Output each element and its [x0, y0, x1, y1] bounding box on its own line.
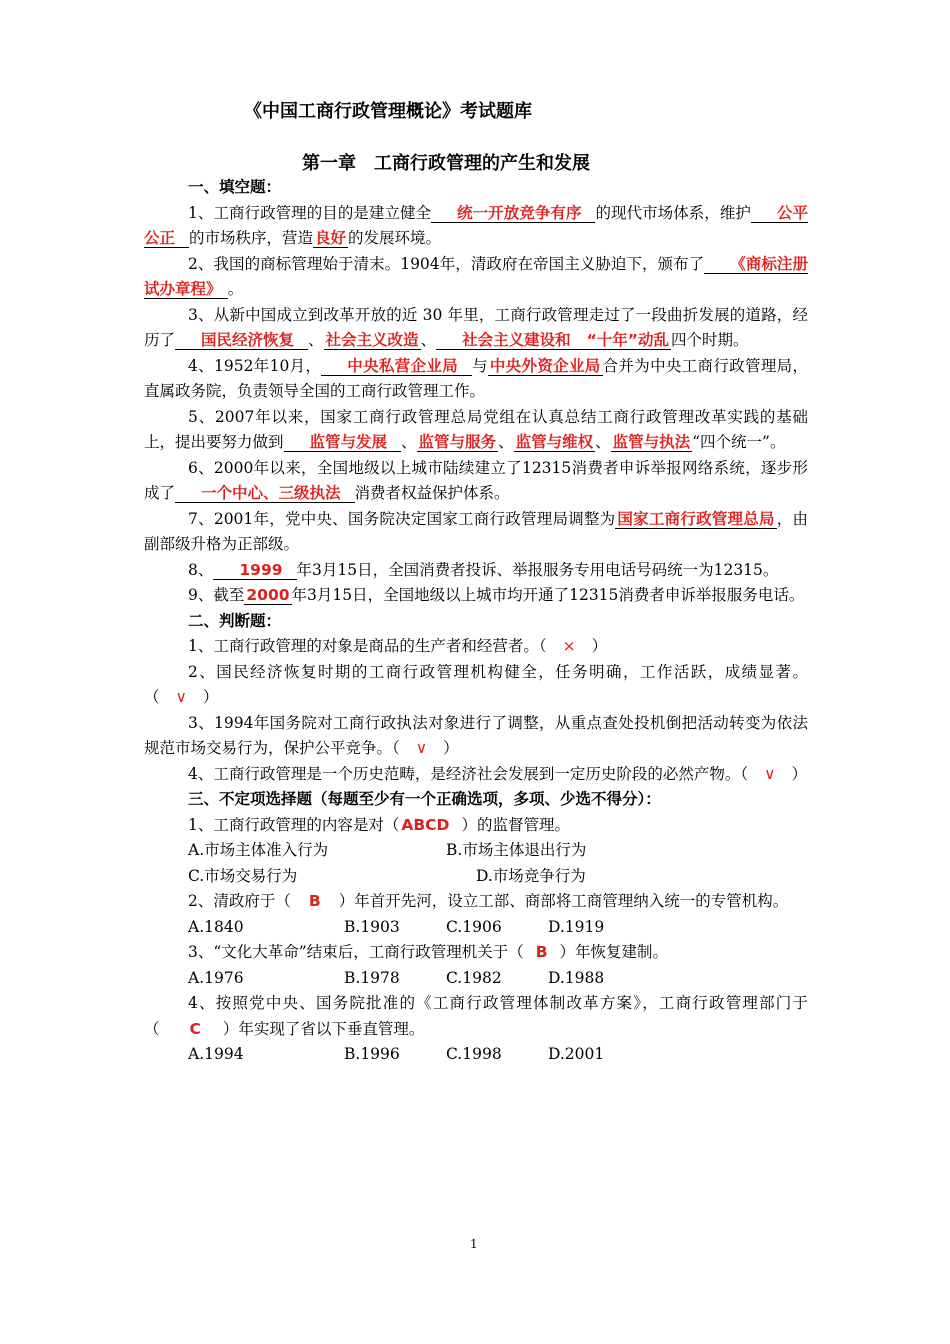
document-body: [144, 175, 808, 1068]
document-title: 《中国工商行政管理概论》考试题库: [244, 101, 532, 122]
answer-blank: 中央外资企业局: [489, 356, 601, 375]
fill-question-7: 7、2001年，党中央、国务院决定国家工商行政管理局调整为 国家工商行政管理总局 ，由副部级升格为正部级。: [144, 509, 808, 553]
section-judge-heading: 二、判断题：: [188, 611, 282, 630]
option-a: A.市场主体准入行为: [188, 841, 329, 859]
option-c: C.1998: [446, 1045, 502, 1063]
fill-question-2: 2、我国的商标管理始于清末。1904年，清政府在帝国主义胁迫下，颁布了 《商标注册试办章程》 。: [144, 254, 808, 298]
fill-question-5: 5、2007年以来，国家工商行政管理总局党组在认真总结工商行政管理改革实践的基础上，提出要努力做到 监管与发展 、 监管与服务 、 监管与维权 、 监管与执法 “四个统一”。: [144, 407, 808, 451]
choice-question-1: 1、工商行政管理的内容是对（ ABCD ）的监督管理。: [188, 815, 570, 834]
choice-options-2: [144, 915, 808, 941]
chapter-title: 第一章 工商行政管理的产生和发展: [302, 153, 590, 174]
option-a: A.1840: [188, 917, 244, 936]
fill-question-8: 8、 1999 年3月15日，全国消费者投诉、举报服务专用电话号码统一为12315。: [188, 560, 779, 579]
fill-question-4: 4、1952年10月， 中央私营企业局 与 中央外资企业局 合并为中央工商行政管理局，直属政务院，负责领导全国的工商行政管理工作。: [144, 356, 808, 400]
option-b: B.市场主体退出行为: [446, 841, 587, 859]
option-c: C.市场交易行为: [188, 866, 298, 885]
judge-question-2: 2、国民经济恢复时期的工商行政管理机构健全，任务明确，工作活跃，成绩显著。（ ∨ ）: [144, 662, 808, 706]
fill-question-6: 6、2000年以来，全国地级以上城市陆续建立了12315消费者申诉举报网络系统，逐步形成了 一个中心、三级执法 消费者权益保护体系。: [144, 458, 808, 502]
answer-blank: 监管与执法: [612, 433, 691, 451]
option-b: B.1996: [344, 1045, 400, 1063]
choice-options-3: [144, 966, 808, 992]
answer-blank: 2000: [246, 586, 290, 604]
choice-question-2: 2、清政府于（ B ）年首开先河，设立工部、商部将工商管理纳入统一的专管机构。: [188, 892, 789, 910]
section-choice-heading: 三、不定项选择题（每题至少有一个正确选项，多项、少选不得分）：: [188, 790, 661, 808]
answer-blank: 国民经济恢复: [175, 331, 308, 350]
answer-blank: 监管与发展: [284, 433, 402, 452]
answer-blank: 良好: [315, 229, 347, 247]
answer-blank: 国家工商行政管理总局: [617, 509, 775, 528]
option-c: C.1906: [446, 917, 502, 936]
option-d: D.1988: [548, 968, 605, 987]
choice-answer: B: [535, 943, 548, 961]
fill-question-1: 1、工商行政管理的目的是建立健全 统一开放竞争有序 的现代市场体系，维护 公平公正 的市场秩序，营造 良好 的发展环境。: [144, 203, 808, 247]
answer-blank: 社会主义改造: [325, 331, 419, 349]
check-mark-icon: ∨: [175, 688, 187, 706]
option-b: B.1903: [344, 917, 400, 936]
choice-options-1b: [144, 864, 808, 890]
fill-question-3: 3、从新中国成立到改革开放的近 30 年里，工商行政管理走过了一段曲折发展的道路，经历了 国民经济恢复 、 社会主义改造 、 社会主义建设和 “十年”动乱 四个时期。: [144, 305, 808, 349]
section-fill-heading: 一、填空题：: [188, 178, 282, 196]
choice-options-4: [144, 1042, 808, 1068]
option-a: A.1994: [188, 1045, 244, 1063]
answer-blank: “十年”动乱: [586, 331, 669, 349]
check-mark-icon: ∨: [415, 739, 428, 757]
choice-question-3: 3、“文化大革命”结束后，工商行政管理机关于（ B ）年恢复建制。: [188, 943, 669, 961]
page-number: 1: [470, 1237, 478, 1251]
choice-question-4: 4、按照党中央、国务院批准的《工商行政管理体制改革方案》，工商行政管理部门于（ C ）年实现了省以下垂直管理。: [144, 994, 808, 1038]
answer-blank: 一个中心、三级执法: [175, 484, 355, 503]
answer-blank: 《商标注册试办章程》: [144, 254, 808, 298]
cross-mark-icon: ×: [562, 637, 576, 655]
answer-blank: 1999: [213, 561, 296, 580]
check-mark-icon: ∨: [764, 764, 776, 783]
judge-question-3: 3、1994年国务院对工商行政执法对象进行了调整，从重点查处投机倒把活动转变为依法规范市场交易行为，保护公平竞争。（ ∨ ）: [144, 713, 808, 757]
answer-blank: 公平公正: [144, 203, 808, 247]
judge-question-1: 1、工商行政管理的对象是商品的生产者和经营者。（ × ）: [188, 637, 608, 655]
answer-blank: 监管与服务: [418, 433, 497, 451]
option-d: D.2001: [548, 1045, 605, 1063]
choice-answer: ABCD: [401, 815, 450, 834]
option-d: D.市场竞争行为: [476, 866, 586, 885]
choice-options-1a: [144, 838, 808, 864]
option-c: C.1982: [446, 968, 502, 987]
judge-question-4: 4、工商行政管理是一个历史范畴，是经济社会发展到一定历史阶段的必然产物。（ ∨ ）: [188, 764, 807, 783]
answer-blank: 统一开放竞争有序: [431, 204, 595, 223]
option-d: D.1919: [548, 917, 605, 936]
answer-blank: 中央私营企业局: [321, 357, 472, 376]
choice-answer: B: [308, 892, 321, 910]
answer-blank: 社会主义建设和: [436, 331, 585, 350]
fill-question-9: 9、截至 2000 年3月15日，全国地级以上城市均开通了12315消费者申诉举报服务电话。: [188, 586, 805, 604]
answer-blank: 监管与维权: [515, 433, 594, 451]
choice-answer: C: [189, 1019, 201, 1038]
option-b: B.1978: [344, 968, 400, 987]
option-a: A.1976: [188, 968, 244, 987]
